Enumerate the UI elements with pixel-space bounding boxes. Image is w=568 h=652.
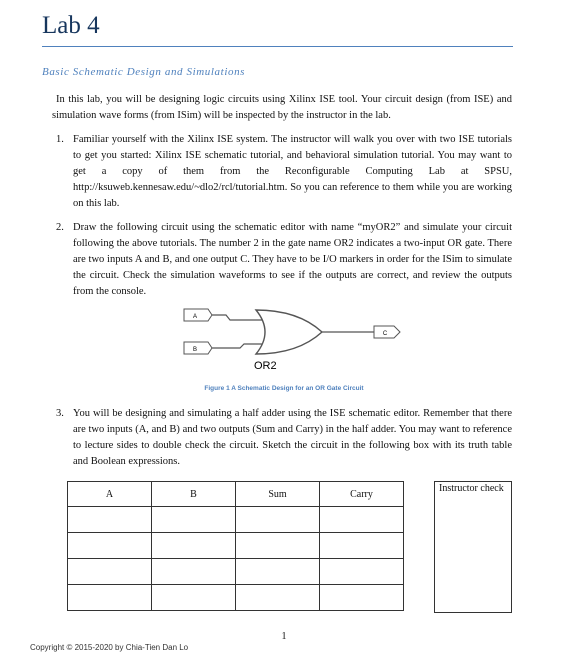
table-row — [68, 559, 404, 585]
list-item-number: 2. — [56, 222, 64, 233]
intro-paragraph: In this lab, you will be designing logic circuits using Xilinx ISE tool. Your circuit design (from ISE) and simulation wave forms (from ISim) will be inspected by the instructor in the lab. — [52, 94, 512, 121]
table-cell[interactable] — [320, 507, 404, 533]
table-cell[interactable] — [68, 585, 152, 611]
table-row — [68, 533, 404, 559]
list-item-number: 1. — [56, 134, 64, 145]
table-cell[interactable] — [236, 507, 320, 533]
instructor-check-label: Instructor check — [439, 483, 504, 494]
table-row — [68, 585, 404, 611]
table-cell[interactable] — [320, 533, 404, 559]
table-cell[interactable] — [68, 533, 152, 559]
table-cell[interactable] — [152, 559, 236, 585]
list-item-text: You will be designing and simulating a half adder using the ISE schematic editor. Remember that there are two inputs (A, and B) and two outputs (Sum and Carry) in the half adder. You may want to reference to lecture sides to double check the circuit. Sketch the circuit in the following box with its truth table and Boolean expressions. — [73, 408, 512, 467]
instructor-check-box — [434, 481, 512, 613]
table-cell[interactable] — [152, 533, 236, 559]
truth-table — [67, 481, 404, 611]
page-title: Lab 4 — [42, 12, 100, 39]
page-number: 1 — [281, 631, 287, 642]
table-cell[interactable] — [68, 507, 152, 533]
or-gate-symbol — [256, 310, 322, 354]
title-divider — [42, 46, 513, 47]
section-subtitle: Basic Schematic Design and Simulations — [42, 66, 246, 78]
column-header-a: A — [68, 482, 152, 507]
column-header-carry: Carry — [320, 482, 404, 507]
copyright-footer: Copyright © 2015-2020 by Chia-Tien Dan Lo — [30, 643, 189, 652]
gate-label: OR2 — [254, 360, 277, 372]
list-item-text: Familiar yourself with the Xilinx ISE system. The instructor will walk you over with two ISE tutorials to get you started: Xilinx ISE schematic tutorial, and behavioral simulation tutorial. You may want to get a copy of them from the Reconfigurable Computing Lab at SPSU, http://ksuweb.kennesaw.edu/~dlo2/rcl/tutorial.htm. So you can reference to them while you are working on this lab. — [73, 134, 512, 209]
or-gate-schematic — [178, 306, 408, 378]
table-cell[interactable] — [320, 559, 404, 585]
truth-table-header-row — [68, 482, 404, 507]
input-b-label: B — [192, 347, 198, 353]
table-cell[interactable] — [236, 585, 320, 611]
input-marker-a — [184, 309, 212, 321]
table-cell[interactable] — [236, 533, 320, 559]
list-item-number: 3. — [56, 408, 64, 419]
figure-caption: Figure 1 A Schematic Design for an OR Gate Circuit — [204, 385, 364, 392]
output-c-label: C — [382, 331, 388, 337]
column-header-b: B — [152, 482, 236, 507]
input-marker-b — [184, 342, 212, 354]
input-a-label: A — [192, 314, 198, 320]
table-row — [68, 507, 404, 533]
table-cell[interactable] — [152, 507, 236, 533]
list-item-text: Draw the following circuit using the schematic editor with name “myOR2” and simulate your circuit following the above tutorials. The number 2 in the gate name OR2 indicates a two-input OR gate. There are two inputs A and B, and one output C. They have to be I/O markers in order for the ISim to simulate the circuit. Check the simulation waveforms to see if the outputs are correct, and review the outputs from the console. — [73, 222, 512, 297]
table-cell[interactable] — [152, 585, 236, 611]
table-cell[interactable] — [236, 559, 320, 585]
table-cell[interactable] — [320, 585, 404, 611]
table-cell[interactable] — [68, 559, 152, 585]
column-header-sum: Sum — [236, 482, 320, 507]
